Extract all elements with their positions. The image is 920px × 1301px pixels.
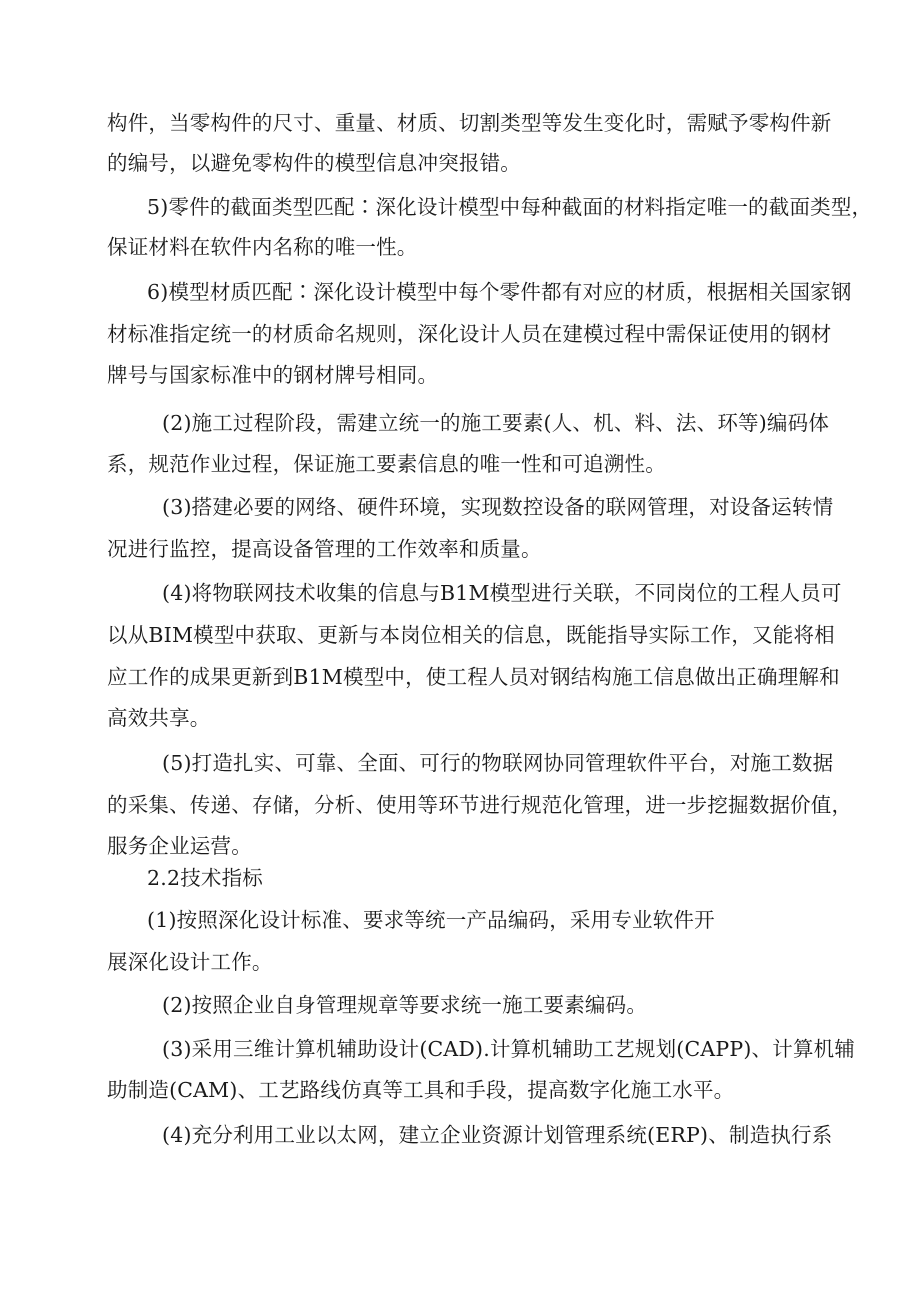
paragraph-line: (3)采用三维计算机辅助设计(CAD).计算机辅助工艺规划(CAPP)、计算机辅	[162, 1037, 856, 1061]
paragraph-line: (4)将物联网技术收集的信息与B1M模型进行关联，不同岗位的工程人员可	[162, 581, 842, 605]
paragraph-line: (1)按照深化设计标准、要求等统一产品编码，采用专业软件开	[147, 908, 715, 932]
paragraph-line: (4)充分利用工业以太网，建立企业资源计划管理系统(ERP)、制造执行系	[162, 1123, 833, 1147]
paragraph-line: 服务企业运营。	[107, 834, 252, 858]
paragraph-line: 构件，当零构件的尺寸、重量、材质、切割类型等发生变化时，需赋予零构件新	[107, 111, 832, 135]
paragraph-line: 展深化设计工作。	[107, 950, 273, 974]
paragraph-line: 的采集、传递、存储，分析、使用等环节进行规范化管理，进一步挖掘数据价值，	[107, 793, 853, 817]
paragraph-line: 系，规范作业过程，保证施工要素信息的唯一性和可追溯性。	[107, 452, 666, 476]
paragraph-line: 的编号，以避免零构件的模型信息冲突报错。	[107, 151, 521, 175]
paragraph-line: 5)零件的截面类型匹配∶深化设计模型中每种截面的材料指定唯一的截面类型，	[147, 195, 873, 219]
paragraph-line: 况进行监控，提高设备管理的工作效率和质量。	[107, 537, 542, 561]
paragraph-line: 助制造(CAM)、工艺路线仿真等工具和手段，提高数字化施工水平。	[107, 1078, 735, 1102]
paragraph-line: (2)施工过程阶段，需建立统一的施工要素(人、机、料、法、环等)编码体	[162, 411, 830, 435]
paragraph-line: (5)打造扎实、可靠、全面、可行的物联网协同管理软件平台，对施工数据	[162, 751, 834, 775]
paragraph-line: 保证材料在软件内名称的唯一性。	[107, 235, 418, 259]
paragraph-line: (3)搭建必要的网络、硬件环境，实现数控设备的联网管理，对设备运转情	[162, 495, 834, 519]
section-heading: 2.2技术指标	[147, 866, 264, 890]
paragraph-line: 6)模型材质匹配∶深化设计模型中每个零件都有对应的材质，根据相关国家钢	[147, 280, 852, 304]
paragraph-line: 材标准指定统一的材质命名规则，深化设计人员在建模过程中需保证使用的钢材	[107, 322, 832, 346]
paragraph-line: 高效共享。	[107, 706, 211, 730]
paragraph-line: 以从BIM模型中获取、更新与本岗位相关的信息，既能指导实际工作，又能将相	[107, 623, 835, 647]
paragraph-line: (2)按照企业自身管理规章等要求统一施工要素编码。	[162, 993, 648, 1017]
paragraph-line: 应工作的成果更新到B1M模型中，使工程人员对钢结构施工信息做出正确理解和	[107, 665, 840, 689]
paragraph-line: 牌号与国家标准中的钢材牌号相同。	[107, 363, 439, 387]
